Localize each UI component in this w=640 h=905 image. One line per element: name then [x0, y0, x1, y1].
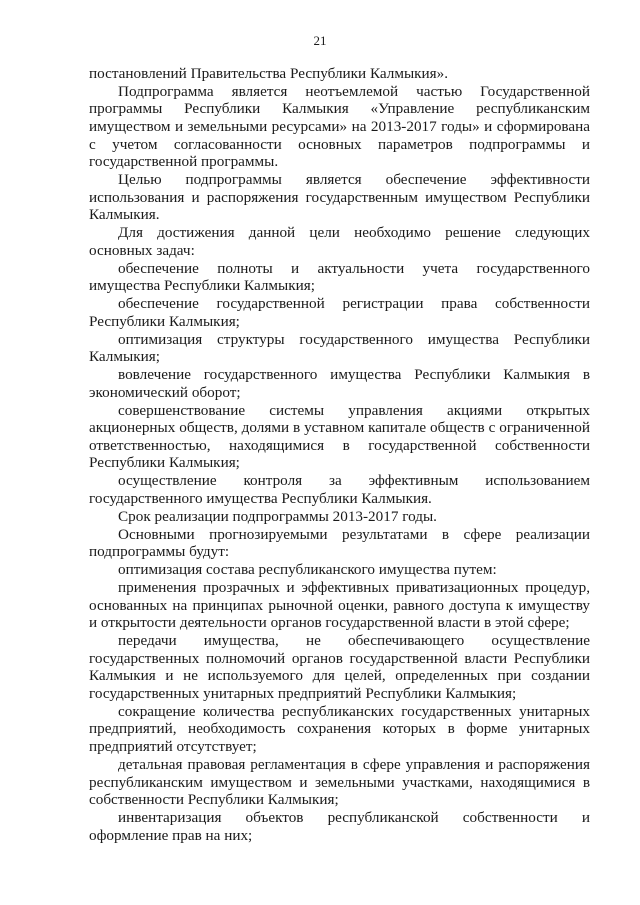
paragraph: постановлений Правительства Республики Калмыкия».	[89, 65, 449, 82]
paragraph: вовлечение государственного имущества Республики Калмыкия в экономический оборот;	[89, 366, 590, 401]
paragraph: совершенствование системы управления акциями открытых акционерных обществ, долями в уставном капитале обществ с ограниченной ответственностью, находящимися в государственной собственности Республики Калмыкия;	[89, 401, 590, 472]
paragraph: оптимизация состава республиканского имущества путем:	[118, 561, 497, 579]
paragraph: обеспечение полноты и актуальности учета государственного имущества Республики Калмыкия;	[89, 259, 590, 295]
page-number: 21	[313, 33, 327, 48]
paragraph: сокращение количества республиканских государственных унитарных предприятий, необходимость сохранения которых в форме унитарных предприятий отсутствует;	[89, 702, 590, 756]
paragraph: инвентаризация объектов республиканской собственности и оформление прав на них;	[89, 808, 590, 844]
paragraph: применения прозрачных и эффективных приватизационных процедур, основанных на принципах рыночной оценки, равного доступа к имуществу и открытости деятельности органов государственной власти в этой сфере;	[89, 579, 590, 632]
paragraph: Для достижения данной цели необходимо решение следующих основных задач:	[89, 224, 590, 259]
paragraph: Целью подпрограммы является обеспечение эффективности использования и распоряжения государственным имуществом Республики Калмыкия.	[89, 171, 590, 224]
paragraph: передачи имущества, не обеспечивающего осуществление государственных полномочий органов государственной власти Республики Калмыкия и не используемого для целей, определенных при создании государственных унитарных предприятий Республики Калмыкия;	[89, 632, 590, 702]
paragraph: осуществление контроля за эффективным использованием государственного имущества Республики Калмыкия.	[89, 472, 590, 507]
paragraph: Подпрограмма является неотъемлемой частью Государственной программы Республики Калмыкия «Управление республиканским имуществом и земельными ресурсами» на 2013-2017 годы» и сформирована с учетом согласованности основных параметров подпрограммы и государственной программы.	[89, 82, 590, 171]
paragraph: Основными прогнозируемыми результатами в сфере реализации подпрограммы будут:	[89, 525, 590, 561]
document-body	[89, 65, 590, 844]
paragraph: оптимизация структуры государственного имущества Республики Калмыкия;	[89, 330, 590, 366]
paragraph: обеспечение государственной регистрации права собственности Республики Калмыкия;	[89, 295, 590, 330]
paragraph: детальная правовая регламентация в сфере управления и распоряжения республиканским имуществом и земельными участками, находящимися в собственности Республики Калмыкия;	[89, 755, 590, 809]
paragraph: Срок реализации подпрограммы 2013-2017 годы.	[118, 507, 437, 525]
